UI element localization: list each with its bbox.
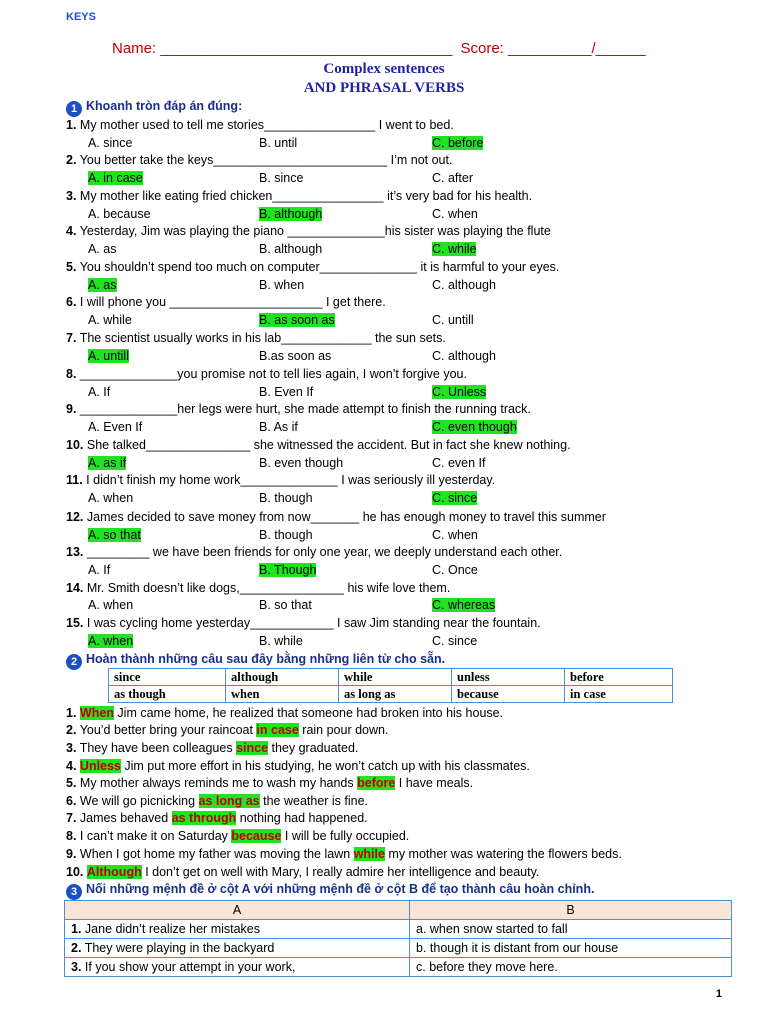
table-row bbox=[65, 939, 732, 958]
option-a[interactable] bbox=[88, 278, 117, 292]
section2-heading-text: Hoàn thành những câu sau đây bằng những liên từ cho sẵn. bbox=[86, 652, 446, 666]
answer-highlight: in case bbox=[256, 723, 299, 737]
correct-answer-highlight: C. even though bbox=[432, 420, 517, 434]
option-a[interactable]: A. while bbox=[88, 313, 132, 327]
option-c[interactable]: C. untill bbox=[432, 313, 474, 327]
section3-heading bbox=[66, 882, 594, 900]
question-10: 10. She talked_______________ she witnessed the accident. But in fact she knew nothing. bbox=[66, 438, 571, 452]
option-c[interactable] bbox=[432, 491, 477, 505]
section1-heading-text: Khoanh tròn đáp án đúng: bbox=[86, 99, 243, 113]
sentence-2: 2. You’d better bring your raincoat in case rain pour down. bbox=[66, 723, 389, 737]
correct-answer-highlight: B. Though bbox=[259, 563, 317, 577]
question-15: 15. I was cycling home yesterday____________ I saw Jim standing near the fountain. bbox=[66, 616, 541, 630]
word-bank-cell: since bbox=[109, 669, 226, 686]
keys-label: KEYS bbox=[66, 11, 96, 23]
question-3: 3. My mother like eating fried chicken________________ it’s very bad for his health. bbox=[66, 189, 533, 203]
option-b[interactable]: B. until bbox=[259, 136, 298, 150]
answer-highlight: before bbox=[357, 776, 396, 790]
option-c[interactable] bbox=[432, 136, 483, 150]
option-c[interactable]: C. Once bbox=[432, 563, 478, 577]
option-b[interactable]: B. so that bbox=[259, 598, 312, 612]
option-a[interactable]: A. since bbox=[88, 136, 133, 150]
option-c[interactable]: C. after bbox=[432, 171, 473, 185]
word-bank-cell: because bbox=[452, 686, 565, 703]
sentence-3: 3. They have been colleagues since they graduated. bbox=[66, 741, 359, 755]
option-b[interactable]: B. while bbox=[259, 634, 303, 648]
matching-table bbox=[64, 900, 732, 977]
option-b[interactable] bbox=[259, 313, 335, 327]
score-field: Score: __________/______ bbox=[460, 40, 646, 57]
option-a[interactable]: A. when bbox=[88, 598, 134, 612]
option-c[interactable] bbox=[432, 420, 517, 434]
column-b-header: B bbox=[410, 901, 732, 920]
question-12: 12. James decided to save money from now_______ he has enough money to travel this summer bbox=[66, 510, 606, 524]
option-c[interactable]: C. even If bbox=[432, 456, 486, 470]
word-bank-row bbox=[109, 686, 673, 703]
word-bank-cell: in case bbox=[565, 686, 673, 703]
column-a-cell: 3. If you show your attempt in your work, bbox=[65, 958, 410, 977]
correct-answer-highlight: B. as soon as bbox=[259, 313, 335, 327]
section-number-badge: 2 bbox=[66, 654, 82, 670]
word-bank-cell: while bbox=[339, 669, 452, 686]
option-c[interactable] bbox=[432, 385, 486, 399]
correct-answer-highlight: A. as if bbox=[88, 456, 127, 470]
column-a-cell: 2. They were playing in the backyard bbox=[65, 939, 410, 958]
option-c[interactable] bbox=[432, 242, 476, 256]
column-b-cell: b. though it is distant from our house bbox=[410, 939, 732, 958]
correct-answer-highlight: A. in case bbox=[88, 171, 143, 185]
option-c[interactable]: C. when bbox=[432, 528, 478, 542]
option-a[interactable]: A. because bbox=[88, 207, 151, 221]
option-b[interactable]: B. when bbox=[259, 278, 305, 292]
option-b[interactable]: B.as soon as bbox=[259, 349, 332, 363]
option-a[interactable] bbox=[88, 528, 141, 542]
name-score-line bbox=[112, 40, 646, 57]
word-bank-cell: as though bbox=[109, 686, 226, 703]
matching-header-row bbox=[65, 901, 732, 920]
question-14: 14. Mr. Smith doesn’t like dogs,_______________ his wife love them. bbox=[66, 581, 451, 595]
word-bank-cell: when bbox=[226, 686, 339, 703]
question-9: 9. ______________her legs were hurt, she made attempt to finish the running track. bbox=[66, 402, 531, 416]
page-number: 1 bbox=[715, 988, 722, 1000]
option-c[interactable]: C. although bbox=[432, 349, 496, 363]
option-c[interactable]: C. although bbox=[432, 278, 496, 292]
sentence-7: 7. James behaved as through nothing had happened. bbox=[66, 811, 368, 825]
column-b-cell: c. before they move here. bbox=[410, 958, 732, 977]
option-b[interactable]: B. though bbox=[259, 528, 313, 542]
page-subtitle: AND PHRASAL VERBS bbox=[303, 80, 465, 96]
table-row bbox=[65, 920, 732, 939]
question-13: 13. _________ we have been friends for only one year, we deeply understand each other. bbox=[66, 545, 563, 559]
option-a[interactable] bbox=[88, 456, 126, 470]
column-b-cell: a. when snow started to fall bbox=[410, 920, 732, 939]
option-a[interactable] bbox=[88, 349, 129, 363]
question-5: 5. You shouldn’t spend too much on computer______________ it is harmful to your eyes. bbox=[66, 260, 560, 274]
question-2: 2. You better take the keys_________________________ I’m not out. bbox=[66, 153, 453, 167]
option-b[interactable]: B. even though bbox=[259, 456, 344, 470]
option-a[interactable]: A. Even If bbox=[88, 420, 143, 434]
answer-highlight: as through bbox=[171, 811, 237, 825]
answer-highlight: Unless bbox=[79, 759, 121, 773]
answer-highlight: while bbox=[353, 847, 385, 861]
sentence-5: 5. My mother always reminds me to wash my hands before I have meals. bbox=[66, 776, 474, 790]
section-number-badge: 3 bbox=[66, 884, 82, 900]
option-b[interactable]: B. though bbox=[259, 491, 313, 505]
option-b[interactable] bbox=[259, 207, 322, 221]
word-bank-row bbox=[109, 669, 673, 686]
word-bank-cell: before bbox=[565, 669, 673, 686]
word-bank-cell: unless bbox=[452, 669, 565, 686]
section-number-badge: 1 bbox=[66, 101, 82, 117]
section3-heading-text: Nối những mệnh đề ở cột A với những mệnh đề ở cột B để tạo thành câu hoàn chỉnh. bbox=[86, 882, 595, 896]
correct-answer-highlight: C. whereas bbox=[432, 598, 496, 612]
option-b[interactable]: B. Even If bbox=[259, 385, 314, 399]
correct-answer-highlight: C. before bbox=[432, 136, 484, 150]
correct-answer-highlight: C. Unless bbox=[432, 385, 487, 399]
option-a[interactable]: A. If bbox=[88, 385, 111, 399]
column-a-header: A bbox=[65, 901, 410, 920]
option-c[interactable]: C. when bbox=[432, 207, 478, 221]
correct-answer-highlight: C. while bbox=[432, 242, 477, 256]
option-c[interactable] bbox=[432, 598, 495, 612]
option-a[interactable] bbox=[88, 171, 143, 185]
answer-highlight: because bbox=[231, 829, 282, 843]
option-b[interactable]: B. since bbox=[259, 171, 304, 185]
word-bank-table bbox=[108, 668, 673, 703]
answer-highlight: as long as bbox=[198, 794, 260, 808]
option-a[interactable] bbox=[88, 634, 133, 648]
option-a[interactable]: A. If bbox=[88, 563, 111, 577]
correct-answer-highlight: C. since bbox=[432, 491, 478, 505]
correct-answer-highlight: A. as bbox=[88, 278, 117, 292]
correct-answer-highlight: B. although bbox=[259, 207, 323, 221]
correct-answer-highlight: A. so that bbox=[88, 528, 141, 542]
option-b[interactable] bbox=[259, 563, 316, 577]
option-a[interactable]: A. when bbox=[88, 491, 134, 505]
answer-highlight: When bbox=[79, 706, 114, 720]
sentence-8: 8. I can’t make it on Saturday because I will be fully occupied. bbox=[66, 829, 410, 843]
table-row bbox=[65, 958, 732, 977]
option-b[interactable]: B. although bbox=[259, 242, 323, 256]
option-b[interactable]: B. As if bbox=[259, 420, 298, 434]
sentence-10: 10. Although I don’t get on well with Mary, I really admire her intelligence and beauty. bbox=[66, 865, 540, 879]
question-1: 1. My mother used to tell me stories________________ I went to bed. bbox=[66, 118, 454, 132]
section1-heading bbox=[66, 99, 242, 117]
question-7: 7. The scientist usually works in his lab_____________ the sun sets. bbox=[66, 331, 446, 345]
sentence-1: 1. When Jim came home, he realized that someone had broken into his house. bbox=[66, 706, 504, 720]
name-field: Name: ___________________________________ bbox=[112, 40, 453, 57]
column-a-cell: 1. Jane didn’t realize her mistakes bbox=[65, 920, 410, 939]
option-a[interactable]: A. as bbox=[88, 242, 117, 256]
word-bank-cell: as long as bbox=[339, 686, 452, 703]
sentence-4: 4. Unless Jim put more effort in his studying, he won’t catch up with his classmates. bbox=[66, 759, 530, 773]
option-c[interactable]: C. since bbox=[432, 634, 478, 648]
question-11: 11. I didn’t finish my home work______________ I was seriously ill yesterday. bbox=[66, 473, 496, 487]
correct-answer-highlight: A. when bbox=[88, 634, 134, 648]
sentence-6: 6. We will go picnicking as long as the weather is fine. bbox=[66, 794, 369, 808]
answer-highlight: Although bbox=[86, 865, 142, 879]
question-8: 8. ______________you promise not to tell lies again, I won’t forgive you. bbox=[66, 367, 467, 381]
answer-highlight: since bbox=[236, 741, 269, 755]
page-title: Complex sentences bbox=[323, 61, 445, 77]
sentence-9: 9. When I got home my father was moving the lawn while my mother was watering the flowers beds. bbox=[66, 847, 622, 861]
correct-answer-highlight: A. untill bbox=[88, 349, 129, 363]
question-4: 4. Yesterday, Jim was playing the piano ______________his sister was playing the flute bbox=[66, 224, 551, 238]
word-bank-cell: although bbox=[226, 669, 339, 686]
question-6: 6. I will phone you ______________________ I get there. bbox=[66, 295, 386, 309]
